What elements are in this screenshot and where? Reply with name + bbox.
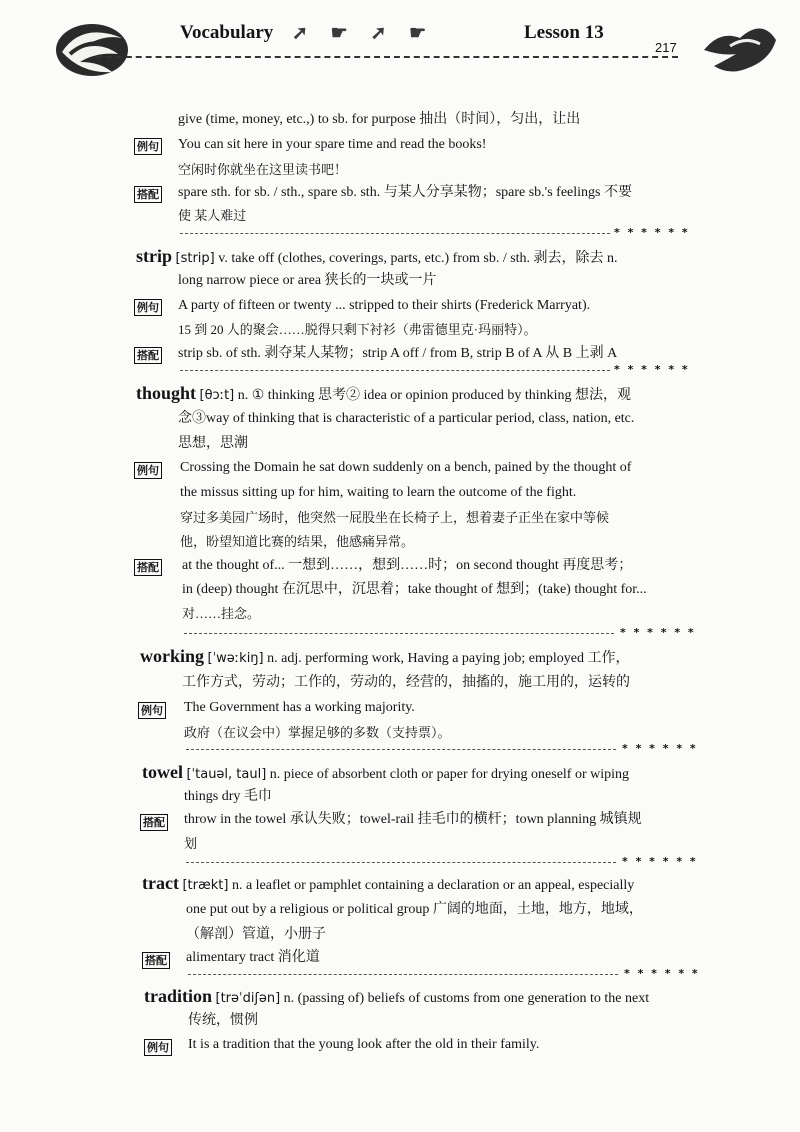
collocation-tag: 搭配 <box>134 559 162 576</box>
collocation-tag: 搭配 <box>140 814 168 831</box>
separator <box>180 370 610 371</box>
collocation-tag: 搭配 <box>142 952 170 969</box>
spare-example-en: You can sit here in your spare time and read the books! <box>178 137 487 152</box>
swirl-ornament-icon <box>52 12 138 82</box>
pronunciation: [θɔːt] <box>199 388 235 403</box>
pronunciation: [ˈwəːkiŋ] <box>207 651 264 666</box>
strip-example-en: A party of fifteen or twenty ... stripped to their shirts (Frederick Marryat). <box>178 298 591 313</box>
towel-definition-2: things dry 毛巾 <box>184 789 272 804</box>
thought-example-en-2: the missus sitting up for him, waiting to learn the outcome of the fight. <box>180 485 577 500</box>
entry-working <box>140 646 630 669</box>
towel-collocation-2: 划 <box>184 836 198 851</box>
pronunciation: [trækt] <box>182 878 229 893</box>
pronunciation: [strip] <box>175 251 215 266</box>
page-number: 217 <box>655 40 677 55</box>
pronunciation: [ˈtauəl, taul] <box>186 767 267 782</box>
spare-example-zh: 空闲时你就坐在这里读书吧！ <box>178 162 348 177</box>
pronunciation: [trəˈdiʃən] <box>215 991 281 1006</box>
page-header <box>0 0 800 80</box>
entry-tradition <box>144 986 649 1009</box>
wave-ornament-icon <box>700 10 780 80</box>
strip-example-zh: 15 到 20 人的聚会……脱得只剩下衬衫（弗雷德里克·玛丽特）。 <box>178 322 537 337</box>
spare-collocation-1: spare sth. for sb. / sth., spare sb. sth. 与某人分享某物；spare sb.'s feelings 不要 <box>178 185 632 200</box>
tradition-definition-2: 传统，惯例 <box>188 1013 258 1028</box>
separator <box>188 974 618 975</box>
separator-stars: * * * * * * <box>624 967 700 980</box>
separator-stars: * * * * * * <box>622 855 698 868</box>
thought-collocation-3: 对……挂念。 <box>182 606 261 621</box>
working-example-zh: 政府（在议会中）掌握足够的多数（支持票）。 <box>184 725 451 740</box>
separator-stars: * * * * * * <box>614 226 690 239</box>
separator-stars: * * * * * * <box>614 363 690 376</box>
thought-definition-3: 思想，思潮 <box>178 436 248 451</box>
example-tag: 例句 <box>134 138 162 155</box>
example-tag: 例句 <box>134 299 162 316</box>
separator <box>186 862 616 863</box>
definition: n. ① thinking 思考② idea or opinion produced by thinking 想法，观 <box>237 388 631 403</box>
entry-tract <box>142 873 634 896</box>
example-tag: 例句 <box>144 1039 172 1056</box>
spare-collocation-2: 使 某人难过 <box>178 208 247 223</box>
tract-definition-3: （解剖）管道，小册子 <box>186 927 326 942</box>
strip-definition-2: long narrow piece or area 狭长的一块或一片 <box>178 273 437 288</box>
separator <box>184 633 614 634</box>
entry-strip <box>136 246 618 269</box>
towel-collocation-1: throw in the towel 承认失败；towel-rail 挂毛巾的横杆；town planning 城镇规 <box>184 812 642 827</box>
thought-example-en-1: Crossing the Domain he sat down suddenly on a bench, pained by the thought of <box>180 460 632 475</box>
thought-example-zh-2: 他，盼望知道比赛的结果，他感痛异常。 <box>180 534 415 549</box>
separator-stars: * * * * * * <box>620 626 696 639</box>
definition: v. take off (clothes, coverings, parts, etc.) from sb. / sth. 剥去，除去 n. <box>218 251 618 266</box>
headword-towel: towel <box>142 762 183 782</box>
example-tag: 例句 <box>134 462 162 479</box>
headword-working: working <box>140 646 205 666</box>
thought-definition-2: 念③way of thinking that is characteristic of a particular period, class, nation, etc. <box>178 411 635 426</box>
definition: n. piece of absorbent cloth or paper for drying oneself or wiping <box>269 767 630 782</box>
headword-thought: thought <box>136 383 197 403</box>
separator <box>186 749 616 750</box>
thought-collocation-1: at the thought of... 一想到……，想到……时；on second thought 再度思考； <box>182 558 633 573</box>
thought-example-zh-1: 穿过多美园广场时，他突然一屁股坐在长椅子上，想着妻子正坐在家中等候 <box>180 510 610 525</box>
thought-collocation-2: in (deep) thought 在沉思中，沉思着；take thought of 想到；(take) thought for... <box>182 582 647 597</box>
tradition-example-en: It is a tradition that the young look after the old in their family. <box>188 1037 540 1052</box>
header-title: Vocabulary <box>180 22 274 43</box>
working-example-en: The Government has a working majority. <box>184 700 415 715</box>
entry-towel <box>142 762 629 785</box>
header-lesson: Lesson 13 <box>524 22 604 43</box>
definition: n. (passing of) beliefs of customs from one generation to the next <box>283 991 650 1006</box>
example-tag: 例句 <box>138 702 166 719</box>
spare-definition: give (time, money, etc.,) to sb. for purpose 抽出（时间），匀出，让出 <box>178 112 581 127</box>
working-definition-2: 工作方式，劳动；工作的，劳动的，经营的，抽搐的，施工用的，运转的 <box>182 675 630 690</box>
headword-strip: strip <box>136 246 172 266</box>
headword-tradition: tradition <box>144 986 213 1006</box>
tract-collocation: alimentary tract 消化道 <box>186 950 320 965</box>
collocation-tag: 搭配 <box>134 347 162 364</box>
tract-definition-2: one put out by a religious or political group 广阔的地面，土地，地方，地域， <box>186 902 643 917</box>
collocation-tag: 搭配 <box>134 186 162 203</box>
headword-tract: tract <box>142 873 179 893</box>
separator <box>180 233 610 234</box>
header-ornament-glyphs: ➚ ☛ ➚ ☛ <box>292 23 436 44</box>
definition: n. a leaflet or pamphlet containing a declaration or an appeal, especially <box>231 878 635 893</box>
definition: n. adj. performing work, Having a paying job; employed 工作， <box>267 651 630 666</box>
entry-thought <box>136 383 631 406</box>
strip-collocation: strip sb. of sth. 剥夺某人某物；strip A off / from B, strip B of A 从 B 上剥 A <box>178 346 618 361</box>
separator-stars: * * * * * * <box>622 742 698 755</box>
header-rule <box>96 56 678 58</box>
